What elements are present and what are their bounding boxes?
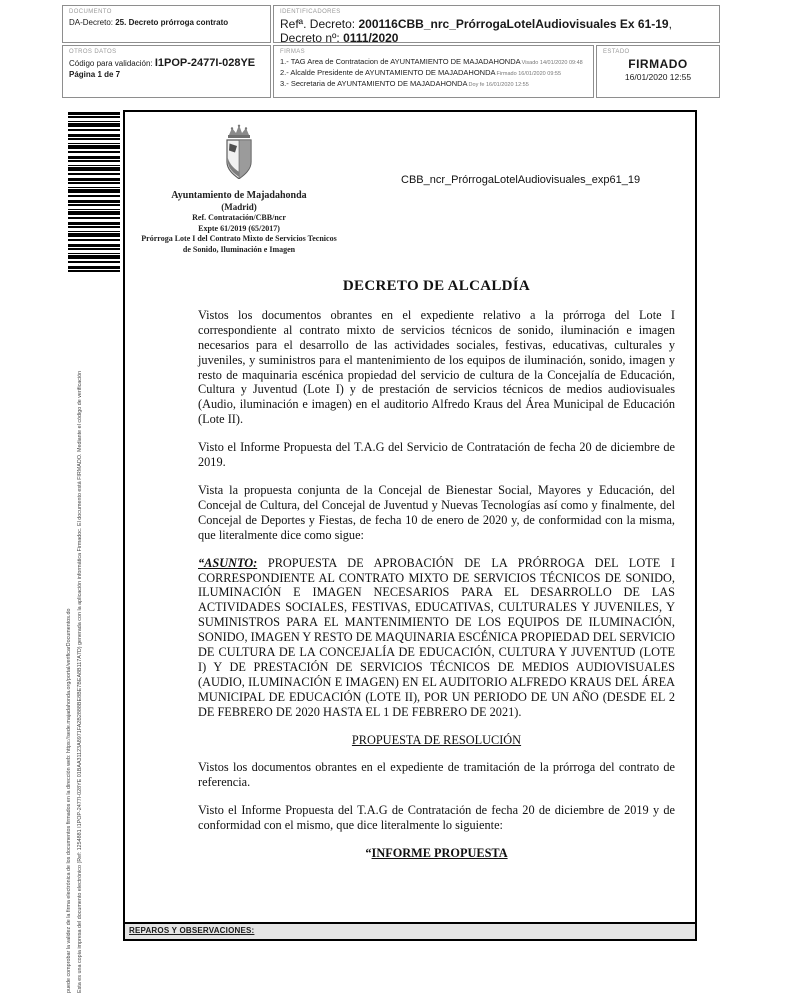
verification-note-line1: Esta es una copia impresa del documento electrónico (Ref: 1254881 I1POP-2477I-028YE 01BAA31123A8971FA2B2888BE8BE7BEA8B117A7D) generada con la aplicación informática Firmadoc. El documento está FIRMADO. Mediante el código de verificación: [77, 370, 83, 993]
letterhead-ref: Ref. Contratación/CBB/ncr: [192, 213, 286, 222]
documento-value: [69, 18, 264, 27]
document-page-frame: [123, 110, 697, 941]
header-box-identificadores: [273, 5, 720, 43]
file-reference: CBB_ncr_PrórrogaLotelAudiovisuales_exp61_19: [401, 174, 641, 186]
decreto-num-value: 0111/2020: [343, 31, 399, 45]
page-indicator: Página 1 de 7: [69, 70, 121, 79]
letterhead-subject-2: de Sonido, Iluminación e Imagen: [182, 244, 296, 254]
decreto-num-line: Decreto nº: 0111/2020: [280, 31, 399, 45]
firma-status-3: Doy fe 16/01/2020 12:55: [468, 82, 529, 88]
asunto-label: “ASUNTO:: [198, 555, 258, 570]
paragraph-3: Vista la propuesta conjunta de la Concejal de Bienestar Social, Mayores y Educación, del Concejal de Cultura, del Concejal de Juventud y Nuevas Tecnologías así como y finalmente, del Concejal de Deportes y Fiestas, de fecha 10 de enero de 2020 y, de conformidad con la misma, que literalmente dice como sigue:: [198, 482, 675, 542]
reparos-label: REPAROS Y OBSERVACIONES:: [129, 926, 255, 935]
document-title: DECRETO DE ALCALDÍA: [342, 278, 531, 294]
identificadores-label: IDENTIFICADORES: [280, 9, 341, 15]
verification-note: [64, 370, 86, 993]
verification-note-line2: puede comprobar la validez de la firma electrónica de los documentos firmados en la dirección web: https://sede.majadahonda.org/portal/verificarDocumentos.do: [66, 608, 72, 993]
paragraph-2: Visto el Informe Propuesta del T.A.G del Servicio de Contratación de fecha 20 de diciembre de 2019.: [198, 440, 675, 470]
firma-status-1: Visado 14/01/2020 09:48: [521, 60, 583, 66]
informe-heading-text: INFORME PROPUESTA: [371, 846, 508, 861]
letterhead: [131, 124, 347, 255]
paragraph-1: Vistos los documentos obrantes en el expediente relativo a la prórroga del Lote I correspondiente al contrato mixto de servicios técnicos de sonido, iluminación e imagen necesarios para el desarrollo de las actividades sociales, festivas, educativas, culturales y juveniles, y suministros para el mantenimiento de los equipos de iluminación, sonido, imagen y resto de maquinaria escénica propiedad del servicio de cultura de la Concejalía de Educación, Cultura y Juventud (Lote I) y de prestación de servicios técnicos de medios audiovisuales (Audio, iluminación e imagen) en el auditorio Alfredo Kraus del Área Municipal de Educación (Lote II).: [198, 307, 675, 427]
firmas-label: FIRMAS: [280, 49, 306, 55]
barcode: [68, 112, 120, 272]
firma-row-3: 3.- Secretaria de AYUNTAMIENTO DE MAJADAHONDADoy fe 16/01/2020 12:55: [280, 79, 529, 88]
resolucion-heading: PROPUESTA DE RESOLUCIÓN: [351, 732, 522, 747]
informe-heading: [198, 846, 675, 861]
letterhead-municipality: Ayuntamiento de Majadahonda: [171, 190, 307, 201]
header-box-estado: [596, 45, 720, 98]
ref-decreto-line: Refª. Decreto: 200116CBB_nrc_PrórrogaLotelAudiovisuales Ex 61-19,: [280, 17, 672, 31]
asunto-paragraph: [198, 556, 675, 720]
documento-label: DOCUMENTO: [69, 9, 112, 15]
firma-status-2: Firmado 16/01/2020 09:55: [496, 71, 562, 77]
estado-label: ESTADO: [603, 49, 630, 55]
header-box-otros-datos: [62, 45, 271, 98]
paragraph-5: Visto el Informe Propuesta del T.A.G de Contratación de fecha 20 de diciembre de 2019 y de conformidad con el mismo, que dice literalmente lo siguiente:: [198, 803, 675, 833]
ref-decreto-value: 200116CBB_nrc_PrórrogaLotelAudiovisuales Ex 61-19: [358, 17, 669, 31]
header-box-documento: [62, 5, 271, 43]
letterhead-subject-1: Prórroga Lote I del Contrato Mixto de Servicios Tecnicos: [141, 234, 337, 243]
reparos-bar: [125, 922, 695, 939]
informe-open-quote: “: [365, 846, 372, 861]
document-body: [198, 279, 675, 861]
header-box-firmas: [273, 45, 594, 98]
estado-datetime: 16/01/2020 12:55: [624, 72, 692, 82]
estado-status: FIRMADO: [628, 57, 688, 71]
documento-prefix: DA-Decreto:: [69, 18, 116, 27]
paragraph-4: Vistos los documentos obrantes en el expediente de tramitación de la prórroga del contrato de referencia.: [198, 760, 675, 790]
codigo-validacion-line: Código para validación: I1POP-2477I-028YE: [69, 57, 256, 69]
letterhead-expte: Expte 61/2019 (65/2017): [198, 223, 280, 233]
otros-datos-label: OTROS DATOS: [69, 49, 117, 55]
letterhead-province: (Madrid): [221, 202, 257, 212]
coat-of-arms-icon: [217, 124, 261, 182]
documento-title: 25. Decreto prórroga contrato: [115, 18, 229, 27]
firma-row-1: 1.- TAG Area de Contratacion de AYUNTAMIENTO DE MAJADAHONDAVisado 14/01/2020 09:48: [280, 57, 583, 66]
asunto-body: PROPUESTA DE APROBACIÓN DE LA PRÓRROGA DEL LOTE I CORRESPONDIENTE AL CONTRATO MIXTO DE SERVICIOS TÉCNICOS DE SONIDO, ILUMINACIÓN E IMAGEN NECESARIOS PARA EL DESARROLLO DE LAS ACTIVIDADES SOCIALES, FESTIVAS, EDUCATIVAS, CULTURALES Y JUVENILES, Y SUMINISTROS PARA EL MANTENIMIENTO DE LOS EQUIPOS DE ILUMINACIÓN, SONIDO, IMAGEN Y RESTO DE MAQUINARIA ESCÉNICA PROPIEDAD DEL SERVICIO DE CULTURA DE LA CONCEJALÍA DE EDUCACIÓN, CULTURA Y JUVENTUD (LOTE I) Y DE PRESTACIÓN DE SERVICIOS TÉCNICOS DE MEDIOS AUDIOVISUALES (AUDIO, ILUMINACIÓN E IMAGEN) EN EL AUDITORIO ALFREDO KRAUS DEL ÁREA MUNICIPAL DE EDUCACIÓN (LOTE II), POR UN PERIODO DE UN AÑO (DESDE EL 2 DE FEBRERO DE 2020 HASTA EL 1 DE FEBRERO DE 2021).: [198, 555, 676, 719]
codigo-validacion-value: I1POP-2477I-028YE: [154, 57, 256, 69]
firma-row-2: 2.- Alcalde Presidente de AYUNTAMIENTO DE MAJADAHONDAFirmado 16/01/2020 09:55: [280, 68, 562, 77]
